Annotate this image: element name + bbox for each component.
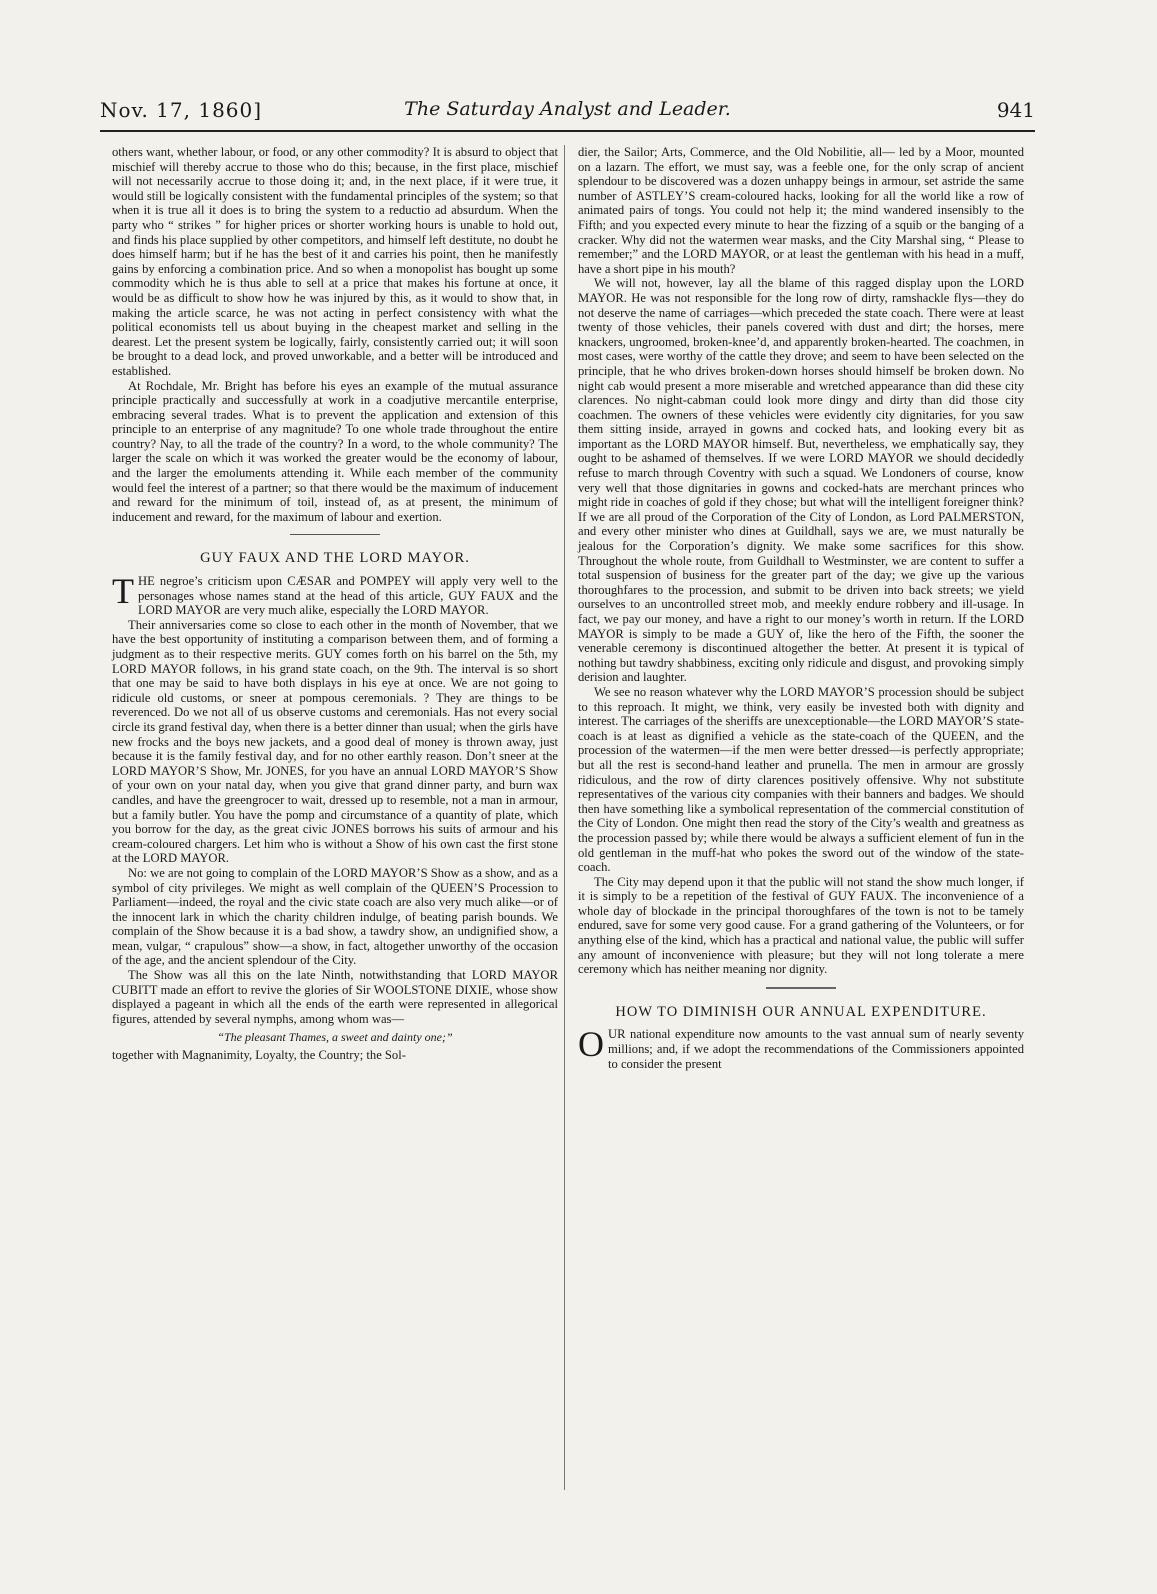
left-paragraph-5: No: we are not going to complain of the LORD MAYOR’S Show as a show, and as a symbol of city privileges. We might as well complain of the QUEEN’S Procession to Parliament—indeed, the royal and the civic state coach are also very much alike—or of the innocent lark in which the charity children indulge, of beating parish bounds. We complain of the Show because it is a bad show, a tawdry show, an undignified show, a mean, vulgar, “ crapulous” show—a show, in fact, altogether unworthy of the occasion of the age, and the ancient splendour of the City. [112, 865, 558, 968]
left-paragraph-7: together with Magnanimity, Loyalty, the Country; the Sol- [112, 1048, 406, 1063]
issue-date: Nov. 17, 1860] [100, 98, 263, 122]
right-paragraph-3: We see no reason whatever why the LORD MAYOR’S procession should be subject to this reproach. It might, we think, very easily be invested both with dignity and interest. The carriages of the sheriffs are unexceptionable—the LORD MAYOR’S state-coach is at least as dignified a vehicle as the state-coach of the QUEEN, and the procession of the watermen—if the men were better dressed—is perfectly appropriate; but all the rest is second-hand leather and prunella. The men in armour are grossly ridiculous, and the row of dirty clarences positively offensive. Why not substitute representatives of the various city companies with their banners and badges. We should then have something like a symbolical representation of the commercial constitution of the City of London. One might then read the story of the City’s wealth and greatness as the procession passed by; while there would be always a sufficient element of fun in the old gentleman in the muff-hat who pokes the sword out of the window of the state-coach. [578, 684, 1024, 875]
drop-cap-o: O [578, 1024, 604, 1065]
left-paragraph-1: others want, whether labour, or food, or any other commodity? It is absurd to object that mischief will thereby accrue to those who do this; because, in the first place, mischief will not necessarily accrue to those doing it; and, in the next place, if it were true, it would still be logically consistent with the fundamental principles of the system; so that when it is true all it does is to bring the system to a reductio ad absurdum. When the party who “ strikes ” for higher prices or shorter working hours is unable to hold out, and finds his place supplied by other competitors, and himself left destitute, no doubt he does himself harm; but if he has the best of it and carries his point, then he manifestly gains by enforcing a combination price. And so when a monopolist has bought up some commodity which he is thus able to sell at a price that makes his fortune at once, it would be as difficult to show how he was injured by this, as it would to show that, in making the article scarce, he was not acting in perfect consistency with what the political economists tell us about buying in the cheapest market and selling in the dearest. Let the present system be logically, fairly, consistently carried out; it will soon be brought to a dead lock, and proved unworkable, and a better will be introduced and established. [112, 145, 558, 378]
header-rule [100, 130, 1035, 132]
section-ornament-2 [766, 987, 836, 989]
right-paragraph-5 [578, 1024, 1024, 1071]
right-paragraph-1: dier, the Sailor; Arts, Commerce, and the Old Nobilitie, all— led by a Moor, mounted on a lazarn. The effort, we must say, was a feeble one, for the only scrap of ancient splendour to be discovered was a dozen unhappy beings in armour, set astride the same number of ASTLEY’S cream-coloured hacks, looking for all the world like a row of animated pairs of tongs. You could not help it; the mind wandered insensibly to the Fifth; and you expected every minute to hear the fizzing of a squib or the banging of a cracker. Why did not the watermen wear masks, and the City Marshal sing, “ Please to remember;” and the LORD MAYOR, or at least the gentleman with his head in a muff, have a short pipe in his mouth? [578, 145, 1024, 276]
section-ornament [290, 534, 380, 535]
right-paragraph-5-text: UR national expenditure now amounts to the vast annual sum of nearly seventy millions; and, if we adopt the recommendations of the Commissioners appointed to consider the present [608, 1027, 1024, 1071]
quotation: “The pleasant Thames, a sweet and dainty one;” [217, 1030, 453, 1045]
publication-title: The Saturday Analyst and Leader. [404, 98, 731, 120]
article-heading-guy-faux: GUY FAUX AND THE LORD MAYOR. [200, 550, 470, 567]
right-paragraph-2: We will not, however, lay all the blame of this ragged display upon the LORD MAYOR. He was not responsible for the long row of dirty, ramshackle flys—they do not deserve the name of carriages—which preceded the state coach. There were at least twenty of those vehicles, their panels covered with dust and dirt; the horses, mere knackers, ungroomed, broken-knee’d, and apparently broken-hearted. The coachmen, in most cases, were worthy of the cattle they drove; and seem to have been selected on the principle, that he who drives broken-down horses should himself be broken down. No night cab would present a more miserable and wretched appearance than did these city clarences. No night-cabman could look more dingy and dirty than did those city coachmen. The owners of these vehicles were evidently city dignitaries, for you saw them sitting inside, arrayed in gowns and cocked hats, and looking every bit as important as the LORD MAYOR himself. But, nevertheless, we emphatically say, they ought to be ashamed of themselves. If we were LORD MAYOR we should decidedly refuse to march through Coventry with such a squad. We Londoners of course, know very well that those dignitaries in gowns and cocked-hats are merchant princes who might ride in coaches of gold if they chose; but what will the intelligent foreigner think? If we are all proud of the Corporation of the City of London, as Lord PALMERSTON, and every other minister who dines at Guildhall, says we are, we must naturally be jealous for the Corporation’s dignity. We make some sacrifices for this show. Throughout the whole route, from Guildhall to Westminster, we are content to suffer a total suspension of business for the greater part of the day; we give up the various thoroughfares to the procession, and submit to be driven into back streets; we yield ourselves to an uncontrolled street mob, and meekly endure robbery and ill-usage. In fact, we pay our money, and have a right to our money’s worth in return. If the LORD MAYOR is simply to be made a GUY of, like the hero of the Fifth, the sooner the venerable ceremony is discontinued altogether the better. At present it is typical of nothing but tawdry shabbiness, exciting only ridicule and disgust, and provoking simply derision and laughter. [578, 276, 1024, 685]
column-divider [564, 145, 565, 1490]
page-header [100, 98, 1035, 132]
left-paragraph-3-text: HE negroe’s criticism upon CÆSAR and POMPEY will apply very well to the personages whose names stand at the head of this article, GUY FAUX and the LORD MAYOR are very much alike, especially the LORD MAYOR. [138, 574, 558, 618]
left-paragraph-2: At Rochdale, Mr. Bright has before his eyes an example of the mutual assurance principle practically and successfully at work in a coadjutive mercantile enterprise, embracing several trades. What is to prevent the application and extension of this principle to an enterprise of any magnitude? To one whole trade throughout the entire country? Nay, to all the trade of the country? In a word, to the whole community? The larger the scale on which it was worked the greater would be the economy of labour, and the larger the emoluments attending it. While each member of the community would feel the interest of a partner; so that there would be the maximum of inducement and reward for the minimum of toil, instead of, as at present, the minimum of inducement and reward, for the maximum of labour and exertion. [112, 378, 558, 524]
drop-cap-t: T [112, 571, 134, 612]
page-number: 941 [996, 98, 1035, 122]
article-heading-expenditure: HOW TO DIMINISH OUR ANNUAL EXPENDITURE. [615, 1003, 987, 1020]
right-paragraph-4: The City may depend upon it that the public will not stand the show much longer, if it is simply to be a repetition of the festival of GUY FAUX. The inconvenience of a whole day of blockade in the principal thoroughfares of the town is not to be tamely endured, save for some very good cause. For a grand gathering of the Volunteers, or for anything else of the kind, which has a practical and national value, the public will suffer any amount of inconvenience with pleasure; but they will not long tolerate a mere ceremony which has neither meaning nor dignity. [578, 874, 1024, 977]
right-column [578, 145, 1024, 1071]
left-paragraph-6: The Show was all this on the late Ninth, notwithstanding that LORD MAYOR CUBITT made an effort to revive the glories of Sir WOOLSTONE DIXIE, whose show displayed a pageant in which all the ends of the earth were represented in allegorical figures, attended by several nymphs, among whom was— [112, 968, 558, 1026]
left-paragraph-4: Their anniversaries come so close to each other in the month of November, that we have the best opportunity of instituting a comparison between them, and of forming a judgment as to their respective merits. GUY comes forth on his barrel on the 5th, my LORD MAYOR follows, in his grand state coach, on the 9th. The interval is so short that one may be said to have both displays in his eye at once. We are not going to ridicule old customs, or sneer at pompous ceremonials. ? They are things to be reverenced. Do we not all of us observe customs and ceremonials. Has not every social circle its grand festival day, when there is a better dinner than usual; when the girls have new frocks and the boys new jackets, and a good deal of money is thrown away, just because it is the family festival day, and for no other earthly reason. Don’t sneer at the LORD MAYOR’S Show, Mr. JONES, for you have an annual LORD MAYOR’S Show of your own on your natal day, when you give that grand dinner party, and burn wax candles, and have the greengrocer to wait, dressed up to resemble, not a man in armour, but a family butler. You have the pomp and circumstance of a quantity of plate, which you borrow for the day, as the great civic JONES borrows his suits of armour and his cream-coloured chargers. Let him who is without a Show of his own cast the first stone at the LORD MAYOR. [112, 617, 558, 866]
left-column [112, 145, 558, 1063]
left-paragraph-3 [112, 571, 558, 618]
